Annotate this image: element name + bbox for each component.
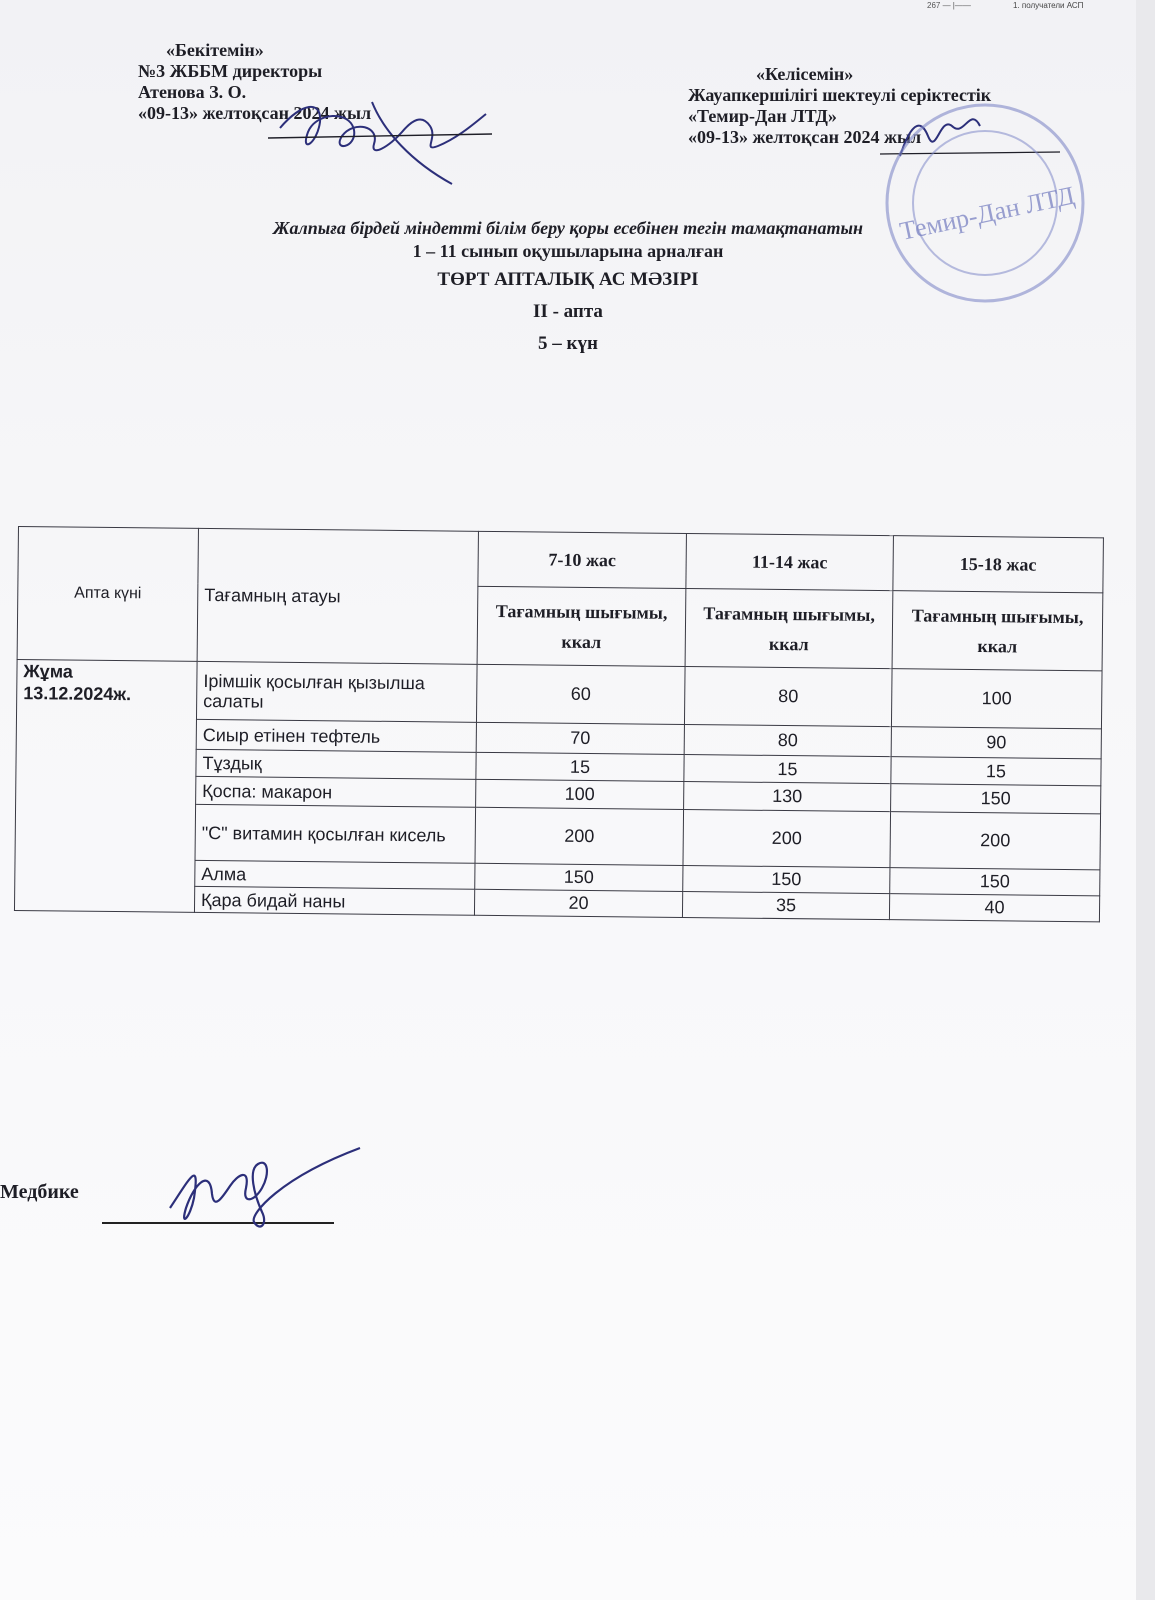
- nurse-signature: [150, 1138, 370, 1238]
- kcal-15-18: 200: [890, 812, 1101, 870]
- kcal-15-18: 100: [891, 669, 1102, 729]
- col-dish-header: Тағамның атауы: [197, 528, 478, 664]
- strip-note: 1. получатели АСП: [1013, 1, 1084, 10]
- yield-header-2: Тағамның шығымы, ккал: [685, 588, 893, 668]
- kcal-15-18: 90: [891, 727, 1101, 759]
- kcal-7-10: 100: [476, 779, 684, 809]
- age-group-3: 15-18 жас: [893, 536, 1104, 593]
- kcal-7-10: 60: [476, 664, 685, 724]
- header-row: [18, 527, 1104, 593]
- menu-heading: [0, 217, 1136, 357]
- kcal-15-18: 150: [890, 868, 1100, 896]
- heading-day: 5 – күн: [538, 333, 598, 354]
- menu-table: [14, 526, 1104, 922]
- dish-name: Қоспа: макарон: [196, 776, 476, 807]
- day-date: 13.12.2024ж.: [23, 683, 132, 705]
- heading-line-1: Жалпыға бірдей міндетті білім беру қоры есебінен тегін тамақтанатын: [272, 218, 864, 238]
- top-strip: [0, 0, 1136, 12]
- agree-title: «Келісемін»: [756, 64, 854, 84]
- dish-name: Ірімшік қосылған қызылша салаты: [196, 661, 477, 722]
- approve-title: «Бекітемін»: [166, 40, 264, 60]
- kcal-11-14: 80: [684, 666, 892, 726]
- kcal-11-14: 15: [684, 754, 891, 783]
- kcal-15-18: 15: [891, 757, 1101, 786]
- day-cell: [14, 659, 197, 912]
- kcal-11-14: 35: [682, 891, 889, 919]
- director-signature: [262, 92, 502, 192]
- kcal-7-10: 150: [475, 863, 683, 891]
- table-row: [16, 659, 1102, 728]
- dish-name: "С" витамин қосылған кисель: [195, 804, 476, 863]
- age-group-1: 7-10 жас: [478, 531, 687, 588]
- kcal-15-18: 40: [889, 894, 1099, 922]
- dish-name: Қара бидай наны: [194, 886, 474, 915]
- dish-name: Тұздық: [196, 749, 476, 779]
- dish-name: Алма: [195, 860, 475, 889]
- dish-name: Сиыр етінен тефтель: [196, 719, 476, 752]
- day-name: Жұма: [23, 661, 73, 682]
- heading-week: II - апта: [533, 301, 603, 322]
- stamp-text: Темир-Дан ЛТД: [897, 180, 1078, 246]
- kcal-15-18: 150: [891, 784, 1101, 814]
- agree-date: «09-13» желтоқсан 2024 жыл: [688, 127, 922, 147]
- kcal-11-14: 130: [684, 781, 891, 811]
- strip-code: 267 — |——: [927, 1, 971, 10]
- kcal-7-10: 15: [476, 752, 684, 781]
- approve-position: №3 ЖББМ директоры: [138, 61, 323, 81]
- nurse-label: Медбике: [0, 1181, 79, 1203]
- kcal-11-14: 150: [683, 865, 890, 893]
- kcal-7-10: 200: [475, 807, 684, 865]
- age-group-2: 11-14 жас: [686, 534, 894, 591]
- col-day-header: Апта күні: [17, 527, 198, 662]
- kcal-11-14: 200: [683, 809, 891, 867]
- agree-company-name: «Темир-Дан ЛТД»: [688, 106, 837, 126]
- approve-name: Атенова З. О.: [138, 82, 247, 102]
- heading-line-2: 1 – 11 сынып оқушыларына арналған: [412, 241, 724, 261]
- heading-title: ТӨРТ АПТАЛЫҚ АС МӘЗІРІ: [437, 269, 699, 290]
- yield-header-1: Тағамның шығымы, ккал: [477, 586, 686, 666]
- kcal-11-14: 80: [684, 724, 891, 756]
- kcal-7-10: 70: [476, 722, 684, 754]
- yield-header-3: Тағамның шығымы, ккал: [892, 591, 1103, 671]
- approve-date: «09-13» желтоқсан 2024 жыл: [138, 103, 372, 123]
- agree-company-type: Жауапкершілігі шектеулі серіктестік: [688, 85, 992, 105]
- kcal-7-10: 20: [474, 889, 682, 917]
